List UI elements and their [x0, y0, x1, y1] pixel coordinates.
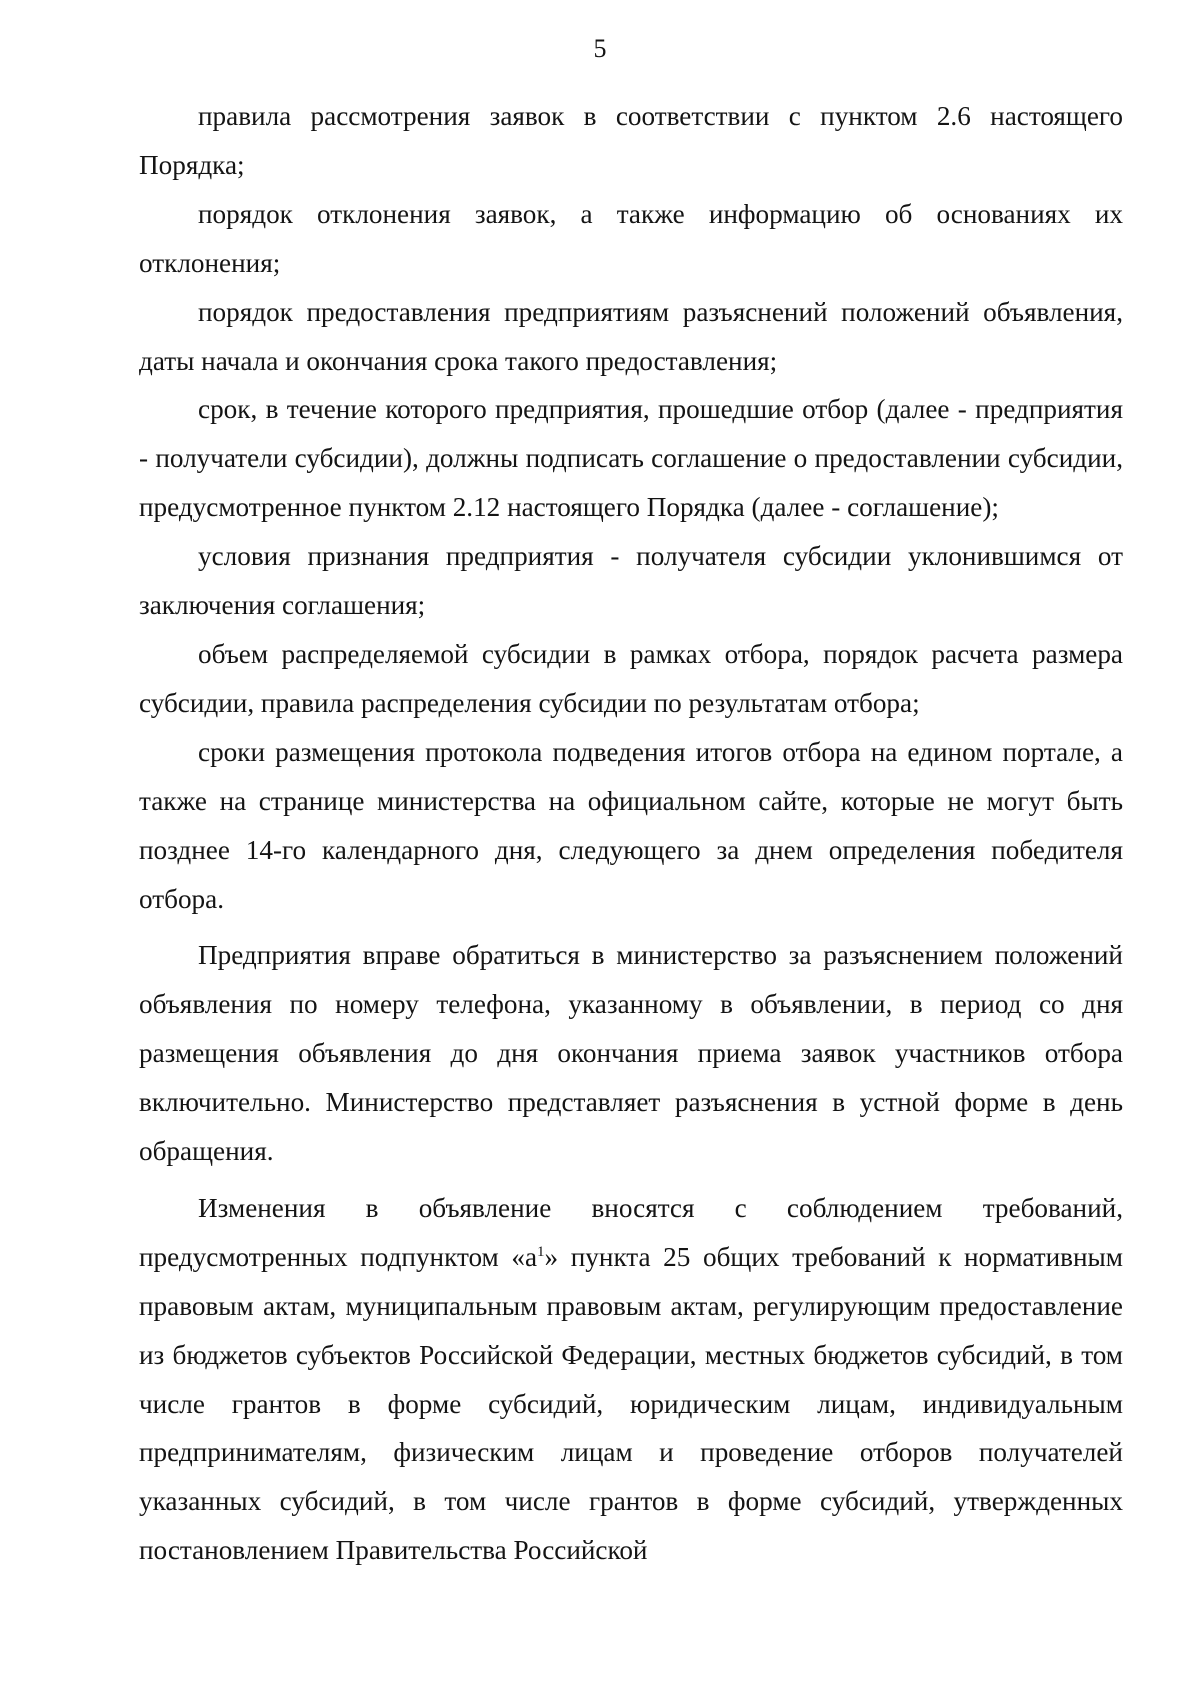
document-body — [139, 92, 1123, 1575]
paragraph: Предприятия вправе обратиться в министерство за разъяснением положений объявления по номеру телефона, указанному в объявлении, в период со дня размещения объявления до дня окончания приема заявок участников отбора включительно. Министерство представляет разъяснения в устной форме в день обращения. — [139, 940, 1123, 1167]
paragraph: объем распределяемой субсидии в рамках отбора, порядок расчета размера субсидии, правила распределения субсидии по результатам отбора; — [139, 638, 1123, 718]
paragraph-text-after: » пункта 25 общих требований к нормативным правовым актам, муниципальным правовым актам, регулирующим предоставление из бюджетов субъектов Российской Федерации, местных бюджетов субсидий, в том числе грантов в форме субсидий, юридическим лицам, индивидуальным предпринимателям, физическим лицам и проведение отборов получателей указанных субсидий, в том числе грантов в форме субсидий, утвержденных постановлением Правительства Российской — [139, 1241, 1124, 1566]
page-number: 5 — [593, 34, 607, 63]
paragraph: сроки размещения протокола подведения итогов отбора на едином портале, а также на странице министерства на официальном сайте, которые не могут быть позднее 14-го календарного дня, следующего за днем определения победителя отбора. — [139, 736, 1123, 914]
paragraph: срок, в течение которого предприятия, прошедшие отбор (далее - предприятия - получатели субсидии), должны подписать соглашение о предоставлении субсидии, предусмотренное пунктом 2.12 настоящего Порядка (далее - соглашение); — [139, 394, 1123, 523]
paragraph: порядок отклонения заявок, а также информацию об основаниях их отклонения; — [139, 198, 1123, 278]
paragraph: правила рассмотрения заявок в соответствии с пунктом 2.6 настоящего Порядка; — [139, 101, 1123, 180]
paragraph-text-before: Изменения в объявление вносятся с соблюдением требований, предусмотренных подпунктом «а — [139, 1192, 1123, 1272]
superscript-marker: 1 — [537, 1243, 545, 1260]
paragraph: порядок предоставления предприятиям разъяснений положений объявления, даты начала и окончания срока такого предоставления; — [139, 296, 1123, 376]
paragraph: условия признания предприятия - получателя субсидии уклонившимся от заключения соглашения; — [139, 541, 1123, 621]
paragraph-amendments — [139, 1184, 1123, 1575]
